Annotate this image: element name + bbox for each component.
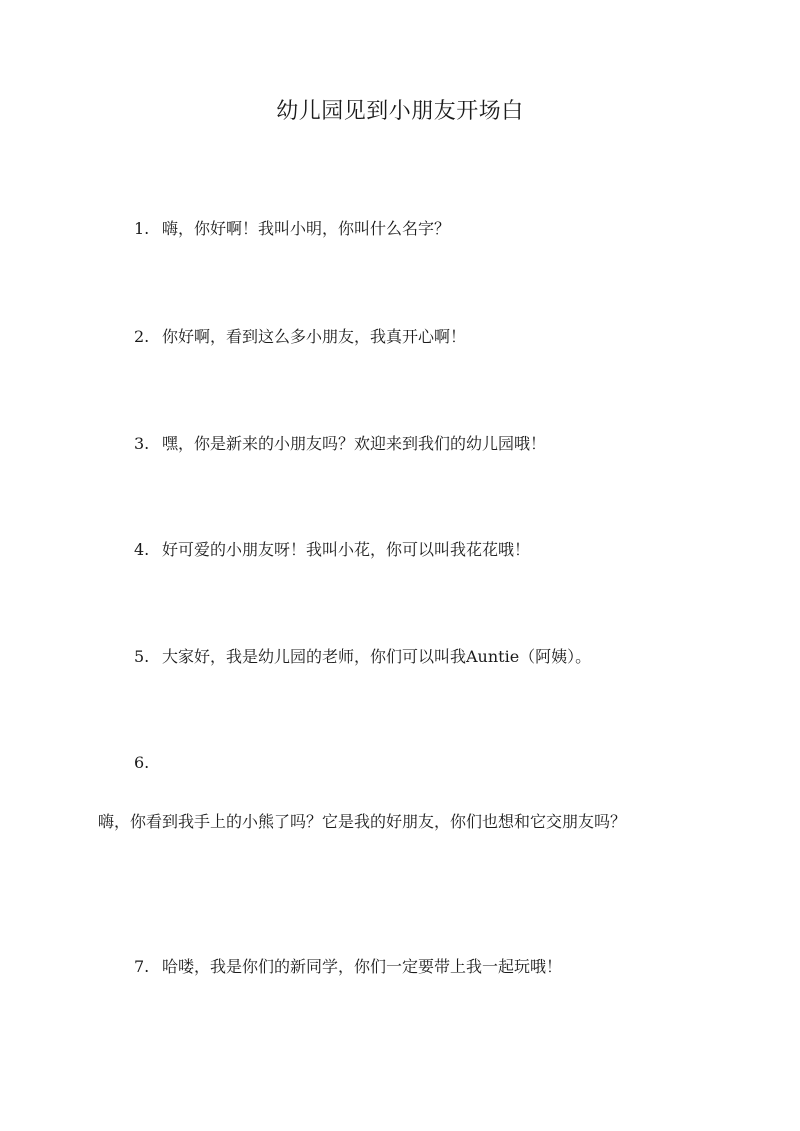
item-number: 2. xyxy=(134,327,150,346)
item-number: 4. xyxy=(134,540,150,559)
item-text: 嘿，你是新来的小朋友吗？欢迎来到我们的幼儿园哦！ xyxy=(162,434,547,453)
item-number: 1. xyxy=(134,219,150,238)
document-title: 幼儿园见到小朋友开场白 xyxy=(276,99,524,124)
list-item xyxy=(134,432,546,456)
item-number: 5. xyxy=(134,647,150,666)
list-item xyxy=(134,538,530,562)
list-item xyxy=(134,955,562,979)
item-number: 6. xyxy=(134,753,150,772)
item-text: 好可爱的小朋友呀！我叫小花，你可以叫我花花哦！ xyxy=(162,540,531,559)
list-item xyxy=(134,645,591,669)
item-text: 嗨，你好啊！我叫小明，你叫什么名字？ xyxy=(162,219,451,238)
list-item xyxy=(134,325,466,349)
item-number: 7. xyxy=(134,957,150,976)
list-item xyxy=(134,217,450,241)
item-text: 嗨，你看到我手上的小熊了吗？它是我的好朋友，你们也想和它交朋友吗？ xyxy=(98,812,627,831)
item-text: 你好啊，看到这么多小朋友，我真开心啊！ xyxy=(162,327,467,346)
item-number: 3. xyxy=(134,434,150,453)
item-text: 大家好，我是幼儿园的老师，你们可以叫我Auntie（阿姨）。 xyxy=(162,647,592,666)
item-text: 哈喽，我是你们的新同学，你们一定要带上我一起玩哦！ xyxy=(162,957,563,976)
